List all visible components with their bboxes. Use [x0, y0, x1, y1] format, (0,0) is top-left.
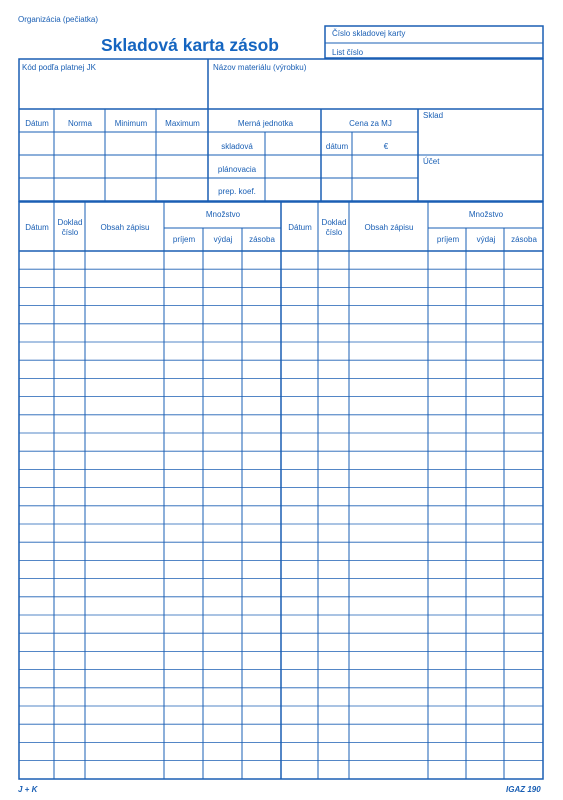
ledger-left-receipt: príjem — [172, 235, 196, 244]
ledger-left-doc-2: číslo — [61, 228, 79, 237]
ledger-right-receipt: príjem — [436, 235, 460, 244]
organization-label: Organizácia (pečiatka) — [18, 15, 99, 24]
norms-date-header: Dátum — [25, 119, 49, 128]
price-header: Cena za MJ — [349, 119, 392, 128]
footer-right: IGAZ 190 — [506, 785, 541, 794]
norms-maximum-header: Maximum — [165, 119, 200, 128]
warehouse-label: Sklad — [423, 111, 444, 120]
ledger-right-content: Obsah zápisu — [364, 223, 414, 232]
material-name-label: Názov materiálu (výrobku) — [213, 63, 307, 72]
ledger-right-stock: zásoba — [511, 235, 537, 244]
form-title: Skladová karta zásob — [101, 35, 279, 55]
unit-header: Merná jednotka — [237, 119, 294, 128]
norms-norma-header: Norma — [67, 119, 92, 128]
ledger-right-date: Dátum — [288, 223, 312, 232]
ledger-left-doc-1: Doklad — [57, 218, 83, 227]
ledger-left-date: Dátum — [25, 223, 49, 232]
unit-row-coefficient: prep. koef. — [218, 187, 256, 196]
account-label: Účet — [423, 157, 440, 166]
upper-block — [19, 59, 543, 201]
price-date-label: dátum — [325, 142, 349, 151]
unit-row-planning: plánovacia — [217, 165, 257, 174]
ledger-left-stock: zásoba — [249, 235, 275, 244]
sheet-number-label: List číslo — [332, 48, 364, 57]
ledger-right-doc-1: Doklad — [321, 218, 347, 227]
ledger-left-quantity: Množstvo — [205, 210, 241, 219]
card-number-label: Číslo skladovej karty — [332, 29, 406, 38]
ledger-right-doc-2: číslo — [325, 228, 343, 237]
ledger-right-issue: výdaj — [476, 235, 496, 244]
norms-minimum-header: Minimum — [114, 119, 148, 128]
ledger-left-issue: výdaj — [213, 235, 233, 244]
unit-row-storage: skladová — [221, 142, 253, 151]
ledger-left-content: Obsah zápisu — [100, 223, 150, 232]
footer-left: J + K — [18, 785, 38, 794]
currency-label: € — [383, 142, 389, 151]
ledger-right-quantity: Množstvo — [468, 210, 504, 219]
code-label: Kód podľa platnej JK — [22, 63, 96, 72]
